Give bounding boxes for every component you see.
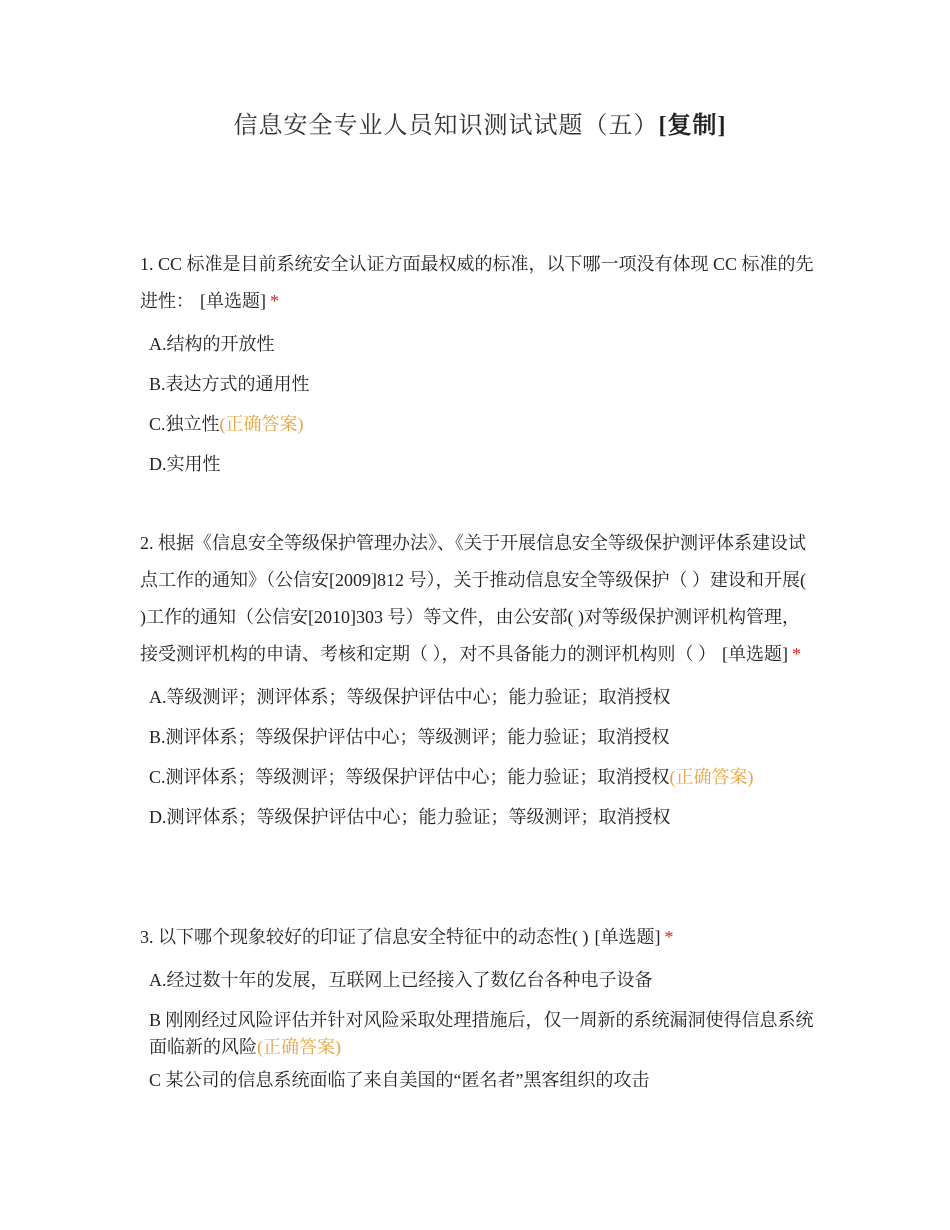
option-a[interactable] [140,960,815,1000]
question-1 [140,246,815,484]
option-c[interactable] [140,1067,815,1094]
option-a[interactable] [140,677,815,717]
option-label: B.表达方式的通用性 [149,374,310,394]
option-b[interactable] [140,717,815,757]
question-stem: 2. 根据《信息安全等级保护管理办法》、《关于开展信息安全等级保护测评体系建设试点工作的通知》（公信安[2009]812 号），关于推动信息安全等级保护（ ）建设和开展( )工作的通知（公信安[2010]303 号）等文件，由公安部( )对等级保护测评机构管理，接受测评机构的申请、考核和定期（ ），对不具备能力的测评机构则（ ） [140,533,806,664]
option-list [140,324,815,484]
answer-tag: (正确答案) [669,767,754,787]
page-title [0,108,950,144]
option-label: B.测评体系；等级保护评估中心；等级测评；能力验证；取消授权 [149,727,670,747]
option-d[interactable] [140,444,815,484]
option-label: A.等级测评；测评体系；等级保护评估中心；能力验证；取消授权 [149,687,671,707]
question-text [140,525,815,673]
option-c[interactable] [140,404,815,444]
question-stem: 1. CC 标准是目前系统安全认证方面最权威的标准，以下哪一项没有体现 CC 标准的先进性： [140,254,814,311]
option-label: C 某公司的信息系统面临了来自美国的“匿名者”黑客组织的攻击 [149,1070,650,1090]
option-label: C.测评体系；等级测评；等级保护评估中心；能力验证；取消授权 [149,767,670,787]
option-label: A.经过数十年的发展，互联网上已经接入了数亿台各种电子设备 [149,970,653,990]
required-marker: * [664,927,674,947]
required-marker: * [792,644,801,664]
question-2 [140,525,815,837]
question-type: [单选题] [200,291,266,311]
option-label: C.独立性 [149,414,220,434]
option-b[interactable] [140,1000,815,1067]
option-d[interactable] [140,797,815,837]
option-label: D.实用性 [149,454,221,474]
question-text [140,246,815,320]
option-c[interactable] [140,757,815,797]
option-b[interactable] [140,364,815,404]
option-a[interactable] [140,324,815,364]
option-list [140,960,815,1094]
answer-tag: (正确答案) [219,414,304,434]
answer-tag: (正确答案) [257,1037,341,1057]
question-type: [单选题] [722,644,788,664]
question-text [140,919,815,956]
option-label: D.测评体系；等级保护评估中心；能力验证；等级测评；取消授权 [149,807,671,827]
option-label: B 刚刚经过风险评估并针对风险采取处理措施后，仅一周新的系统漏洞使得信息系统面临新的风险 [149,1010,814,1057]
option-label: A.结构的开放性 [149,334,275,354]
required-marker: * [270,291,279,311]
option-list [140,677,815,837]
question-3 [140,919,815,1094]
question-type: [单选题] [594,927,661,947]
question-stem: 3. 以下哪个现象较好的印证了信息安全特征中的动态性( ) [140,927,589,947]
copy-tag[interactable]: [复制] [658,113,727,139]
title-text: 信息安全专业人员知识测试试题（五） [233,113,659,139]
